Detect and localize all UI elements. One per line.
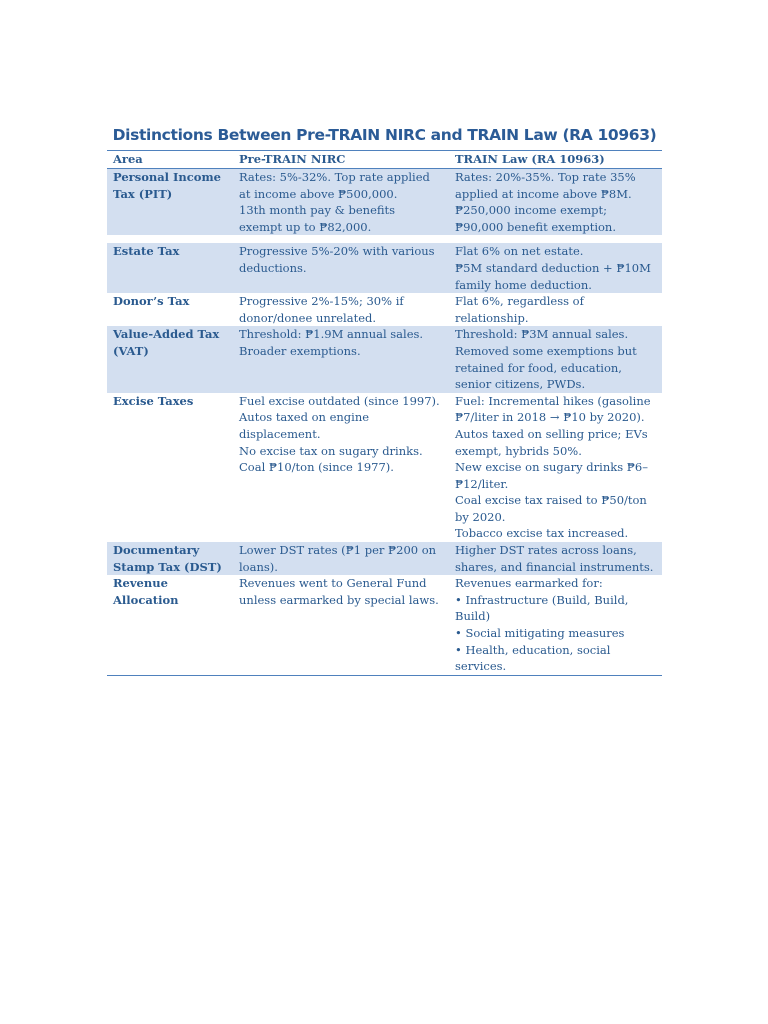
comparison-table <box>107 150 662 676</box>
area-line: Allocation <box>113 592 179 607</box>
cell-line: by 2020. <box>455 509 506 524</box>
cell-line: relationship. <box>455 310 529 325</box>
area-line: (VAT) <box>113 343 149 358</box>
area-line: Value-Added Tax <box>113 327 220 342</box>
cell-line: services. <box>455 659 507 674</box>
area-cell <box>107 393 233 542</box>
cell-line: unless earmarked by special laws. <box>239 592 439 607</box>
header-train-law: TRAIN Law (RA 10963) <box>449 151 662 169</box>
cell-line: applied at income above ₱8M. <box>455 186 632 201</box>
cell-line: family home deduction. <box>455 277 592 292</box>
cell-line: Autos taxed on selling price; EVs <box>455 426 648 441</box>
area-line: Revenue <box>113 576 168 591</box>
area-cell <box>107 542 233 575</box>
cell-line: at income above ₱500,000. <box>239 186 398 201</box>
area-cell <box>107 169 233 236</box>
cell-line: Threshold: ₱1.9M annual sales. <box>239 327 424 342</box>
cell-line: • Health, education, social <box>455 642 611 657</box>
cell-line: • Infrastructure (Build, Build, <box>455 592 629 607</box>
cell-line: Revenues earmarked for: <box>455 576 603 591</box>
pre-train-cell <box>233 293 449 326</box>
cell-line: Threshold: ₱3M annual sales. <box>455 327 629 342</box>
cell-line: 13th month pay & benefits <box>239 203 396 218</box>
cell-line: Broader exemptions. <box>239 343 361 358</box>
cell-line: Fuel: Incremental hikes (gasoline <box>455 393 651 408</box>
pre-train-cell <box>233 243 449 293</box>
area-cell <box>107 326 233 392</box>
cell-line: Tobacco excise tax increased. <box>455 526 629 541</box>
train-law-cell <box>449 575 662 675</box>
cell-line: ₱12/liter. <box>455 476 509 491</box>
cell-line: Rates: 20%-35%. Top rate 35% <box>455 170 636 184</box>
cell-line: donor/donee unrelated. <box>239 310 377 325</box>
train-law-cell <box>449 243 662 293</box>
cell-line: Removed some exemptions but <box>455 343 637 358</box>
train-law-cell <box>449 393 662 542</box>
cell-line: exempt up to ₱82,000. <box>239 219 372 234</box>
area-line: Excise Taxes <box>113 393 194 408</box>
table-row <box>107 393 662 542</box>
cell-line: Flat 6% on net estate. <box>455 244 584 259</box>
cell-line: Coal ₱10/ton (since 1977). <box>239 460 394 475</box>
pre-train-cell <box>233 575 449 675</box>
spacer-row <box>107 235 662 243</box>
cell-line: Coal excise tax raised to ₱50/ton <box>455 493 647 508</box>
cell-line: New excise on sugary drinks ₱6– <box>455 460 648 475</box>
cell-line: ₱90,000 benefit exemption. <box>455 219 616 234</box>
cell-line: Build) <box>455 609 491 624</box>
train-law-cell <box>449 169 662 236</box>
cell-line: Progressive 2%-15%; 30% if <box>239 294 404 309</box>
cell-line: ₱250,000 income exempt; <box>455 203 608 218</box>
table-row <box>107 326 662 392</box>
cell-line: Rates: 5%-32%. Top rate applied <box>239 170 430 184</box>
cell-line: • Social mitigating measures <box>455 626 625 641</box>
cell-line: No excise tax on sugary drinks. <box>239 443 423 458</box>
area-line: Documentary <box>113 543 200 558</box>
train-law-cell <box>449 542 662 575</box>
cell-line: Autos taxed on engine <box>239 410 370 425</box>
pre-train-cell <box>233 542 449 575</box>
pre-train-cell <box>233 169 449 236</box>
train-law-cell <box>449 326 662 392</box>
table-row <box>107 293 662 326</box>
cell-line: displacement. <box>239 426 321 441</box>
cell-line: exempt, hybrids 50%. <box>455 443 582 458</box>
pre-train-cell <box>233 326 449 392</box>
area-cell <box>107 575 233 675</box>
area-line: Donor’s Tax <box>113 294 190 309</box>
table-header-row <box>107 151 662 169</box>
area-line: Stamp Tax (DST) <box>113 559 222 574</box>
cell-line: Flat 6%, regardless of <box>455 294 584 309</box>
table-row <box>107 542 662 575</box>
document-title: Distinctions Between Pre-TRAIN NIRC and TRAIN Law (RA 10963) <box>112 126 657 144</box>
train-law-cell <box>449 293 662 326</box>
header-area: Area <box>107 151 233 169</box>
cell-line: Revenues went to General Fund <box>239 576 427 591</box>
cell-line: loans). <box>239 559 278 574</box>
cell-line: Lower DST rates (₱1 per ₱200 on <box>239 543 437 558</box>
cell-line: senior citizens, PWDs. <box>455 377 586 392</box>
area-line: Personal Income <box>113 170 221 184</box>
cell-line: retained for food, education, <box>455 360 622 375</box>
table-row <box>107 575 662 675</box>
area-cell <box>107 293 233 326</box>
table-row <box>107 243 662 293</box>
area-line: Tax (PIT) <box>113 186 173 201</box>
cell-line: Higher DST rates across loans, <box>455 543 637 558</box>
area-line: Estate Tax <box>113 244 180 259</box>
cell-line: ₱5M standard deduction + ₱10M <box>455 260 651 275</box>
cell-line: Progressive 5%-20% with various <box>239 244 435 259</box>
pre-train-cell <box>233 393 449 542</box>
cell-line: shares, and financial instruments. <box>455 559 654 574</box>
cell-line: Fuel excise outdated (since 1997). <box>239 393 440 408</box>
area-cell <box>107 243 233 293</box>
cell-line: deductions. <box>239 260 307 275</box>
table-row <box>107 169 662 236</box>
cell-line: ₱7/liter in 2018 → ₱10 by 2020). <box>455 410 645 425</box>
header-pre-train: Pre-TRAIN NIRC <box>233 151 449 169</box>
